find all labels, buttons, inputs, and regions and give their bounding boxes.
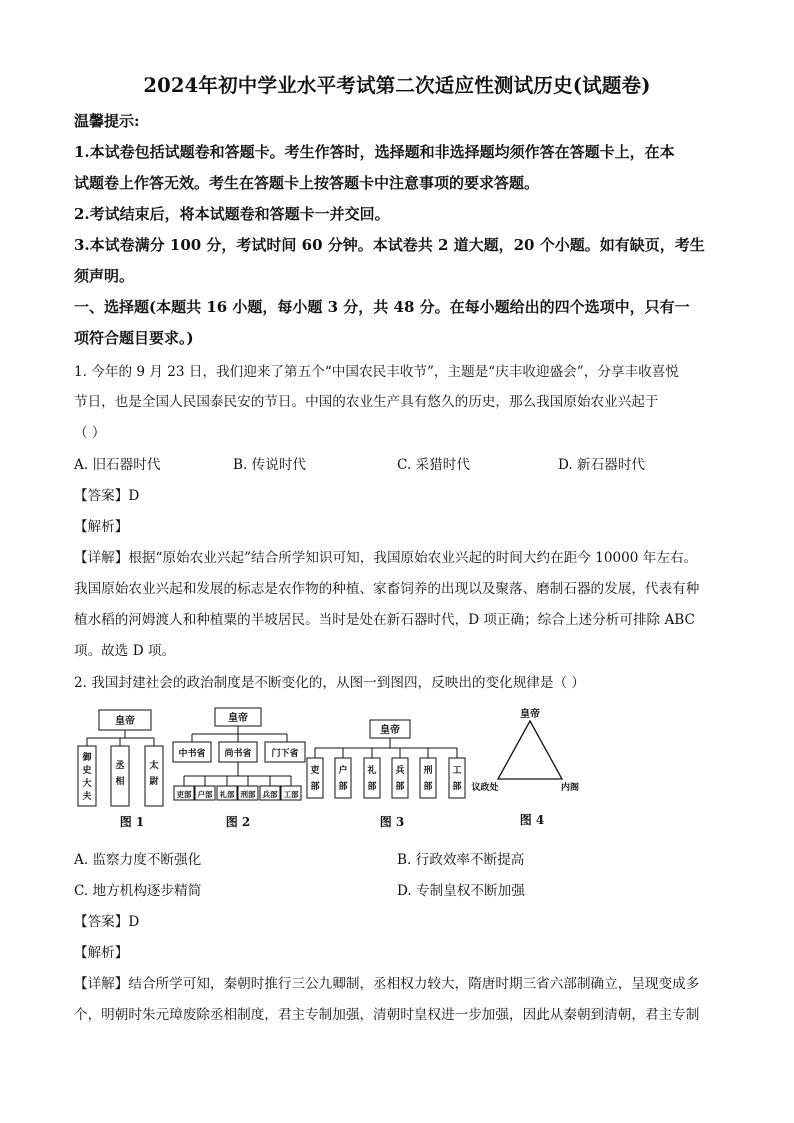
analysis-heading: 【解析】 [74,945,129,961]
org-figures [70,700,630,840]
option-a: A. 旧石器时代 [74,457,161,473]
notice-line: 须声明。 [74,267,135,285]
fig4-top: 皇帝 [520,709,540,720]
fig3-box-char: 户 [338,766,348,776]
analysis-heading: 【解析】 [74,519,129,535]
fig2-bottom: 工部 [283,790,299,799]
fig1-top: 皇帝 [115,716,135,727]
option-d: D. 专制皇权不断加强 [397,883,525,899]
fig3-box-char: 部 [367,782,377,792]
analysis-line: 【详解】结合所学可知，秦朝时推行三公九卿制，丞相权力较大，隋唐时期三省六部制确立，呈现变成多 [74,976,700,992]
notice-line: 1.本试卷包括试题卷和答题卡。考生作答时，选择题和非选择题均须作答在答题卡上，在本 [74,143,675,161]
option-b: B. 行政效率不断提高 [397,852,525,868]
option-b: B. 传说时代 [233,457,307,473]
page-title: 2024年初中学业水平考试第二次适应性测试历史(试题卷) [143,74,651,97]
notice-line: 试题卷上作答无效。考生在答题卡上按答题卡中注意事项的要求答题。 [74,174,540,192]
analysis-line: 【详解】根据“原始农业兴起”结合所学知识可知，我国原始农业兴起的时间大约在距今 10000 年左右。 [74,550,698,566]
fig4-left: 议政处 [471,783,499,793]
option-d: D. 新石器时代 [558,457,646,473]
notice-heading: 温馨提示: [74,112,140,130]
fig1-label: 图 1 [119,815,145,829]
fig3-box-char: 工 [452,766,462,776]
fig2-bottom: 吏部 [176,790,192,799]
fig3-box-char: 兵 [395,766,405,776]
fig1-box-char: 御 [82,753,92,763]
fig1-box-char: 丞 [115,761,125,771]
fig1-box-char: 大 [82,779,92,789]
fig2-mid: 尚书省 [224,749,252,759]
question-stem: 节日，也是全国人民国泰民安的节日。中国的农业生产具有悠久的历史，那么我国原始农业兴起于 [74,394,659,410]
fig3-box-char: 部 [423,782,433,792]
analysis-line: 我国原始农业兴起和发展的标志是农作物的种植、家畜饲养的出现以及聚落、磨制石器的发展，代表有种 [74,581,700,597]
analysis-line: 项。故选 D 项。 [74,643,176,659]
notice-line: 2.考试结束后，将本试题卷和答题卡一并交回。 [74,205,390,223]
analysis-line: 个，明朝时朱元璋废除丞相制度，君主专制加强，清朝时皇权进一步加强，因此从秦朝到清朝，君主专制 [74,1007,700,1023]
fig4-label: 图 4 [519,813,545,827]
figure-1 [78,710,163,829]
notice-line: 3.本试卷满分 100 分，考试时间 60 分钟。本试卷共 2 道大题，20 个小题。如有缺页，考生 [74,236,705,254]
fig1-box-char: 夫 [82,792,92,802]
fig3-box-char: 部 [338,782,348,792]
fig1-box-char: 相 [115,777,125,787]
figure-3 [307,720,465,829]
fig3-box-char: 部 [310,782,320,792]
fig2-mid: 中书省 [178,749,206,759]
fig2-bottom: 兵部 [262,790,278,799]
figure-2 [173,708,305,829]
fig1-box-char: 尉 [149,777,159,787]
option-a: A. 监察力度不断强化 [74,852,202,868]
question-stem: （ ） [74,425,106,441]
fig3-box-char: 部 [395,782,405,792]
section-heading: 项符合题目要求。) [74,329,194,347]
fig3-box-char: 部 [452,782,462,792]
section-heading: 一、选择题(本题共 16 小题，每小题 3 分，共 48 分。在每小题给出的四个选项中，只有一 [74,298,690,316]
question-stem: 1. 今年的 9 月 23 日，我们迎来了第五个“中国农民丰收节”，主题是“庆丰收迎盛会”，分享丰收喜悦 [74,364,679,380]
fig2-mid: 门下省 [271,749,299,759]
analysis-line: 植水稻的河姆渡人和种植粟的半坡居民。当时是处在新石器时代，D 项正确；综合上述分析可排除 ABC [74,612,695,628]
question-stem: 2. 我国封建社会的政治制度是不断变化的，从图一到图四，反映出的变化规律是（ ） [74,675,585,691]
fig3-box-char: 吏 [310,766,320,776]
fig2-top: 皇帝 [228,713,248,724]
fig3-box-char: 刑 [423,766,433,776]
fig3-box-char: 礼 [367,766,377,776]
option-c: C. 地方机构逐步精简 [74,883,202,899]
fig1-box-char: 太 [149,761,159,771]
fig1-box-char: 史 [82,766,92,776]
fig2-bottom: 刑部 [240,790,256,799]
figure-4 [471,707,579,827]
fig2-bottom: 户部 [197,790,213,799]
fig2-label: 图 2 [225,815,251,829]
option-c: C. 采猎时代 [397,457,470,473]
answer: 【答案】D [74,914,140,930]
fig3-label: 图 3 [379,815,405,829]
answer: 【答案】D [74,488,140,504]
fig4-right: 内阁 [560,783,580,793]
fig2-bottom: 礼部 [219,790,235,799]
fig3-top: 皇帝 [380,725,400,736]
